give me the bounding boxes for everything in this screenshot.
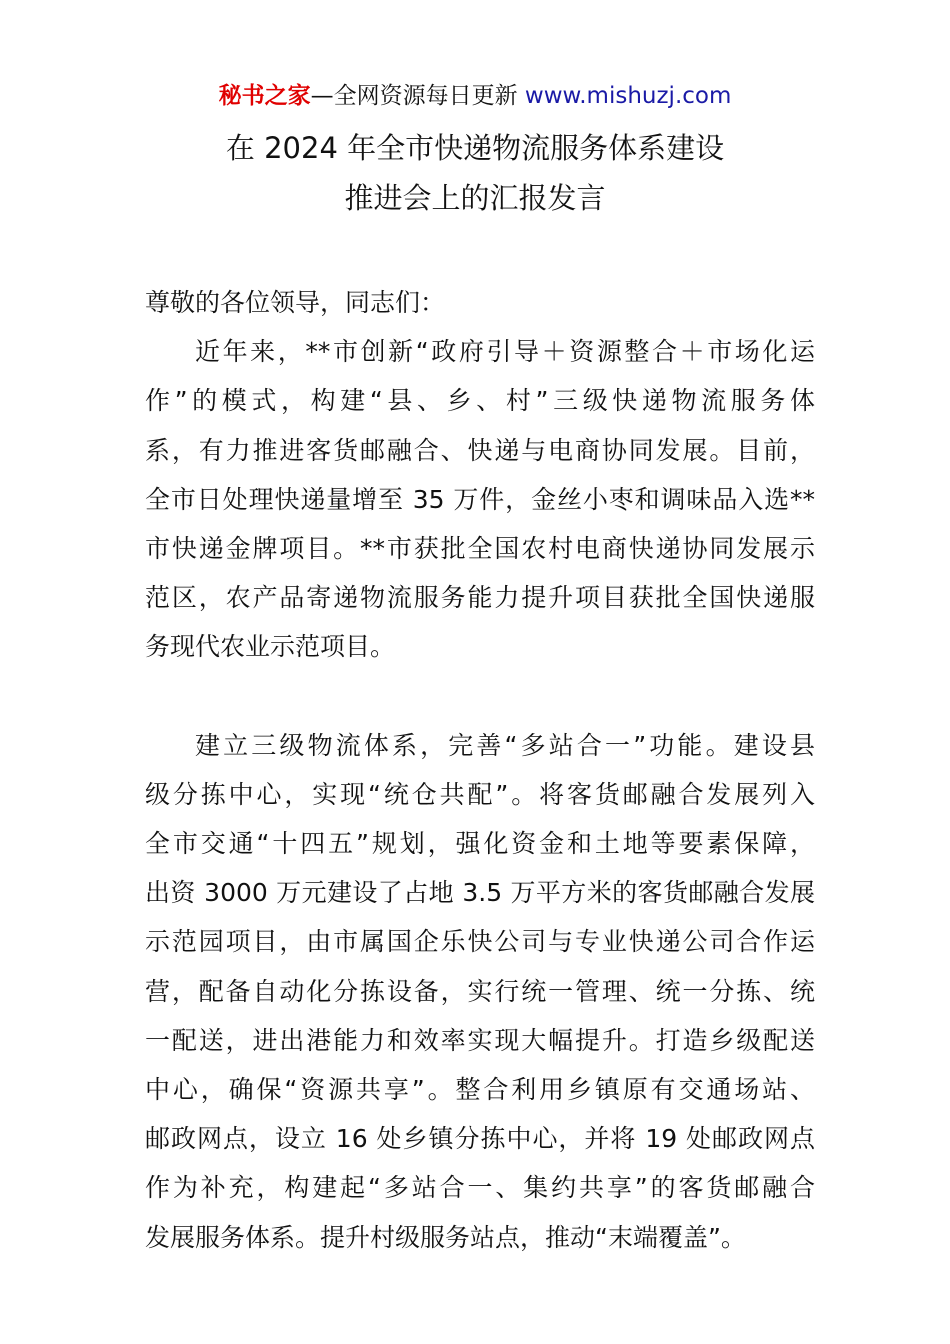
text-line: 发展服务体系。提升村级服务站点，推动“末端覆盖”。	[145, 1222, 746, 1252]
salutation: 尊敬的各位领导，同志们：	[145, 288, 446, 317]
text-line: 一配送，进出港能力和效率实现大幅提升。打造乡级配送	[145, 1025, 815, 1055]
text-line: 营，配备自动化分拣设备，实行统一管理、统一分拣、统	[145, 976, 815, 1006]
text-line: 出资 3000 万元建设了占地 3.5 万平方米的客货邮融合发展	[145, 878, 815, 908]
text-line: 示范园项目，由市属国企乐快公司与专业快递公司合作运	[145, 927, 815, 957]
text-line: 范区，农产品寄递物流服务能力提升项目获批全国快递服	[145, 583, 815, 613]
text-line: 市快递金牌项目。**市获批全国农村电商快递协同发展示	[145, 533, 815, 563]
text-line: 系，有力推进客货邮融合、快递与电商协同发展。目前，	[145, 435, 815, 465]
text-line: 作”的模式，构建“县、乡、村”三级快递物流服务体	[145, 386, 815, 416]
site-url[interactable]: www.mishuzj.com	[524, 83, 732, 109]
site-tagline: —全网资源每日更新	[310, 83, 525, 109]
text-line: 务现代农业示范项目。	[145, 632, 396, 662]
text-line: 全市日处理快递量增至 35 万件，金丝小枣和调味品入选**	[145, 484, 815, 514]
paragraph-2	[145, 721, 815, 1262]
text-line: 中心，确保“资源共享”。整合利用乡镇原有交通场站、	[145, 1075, 815, 1104]
text-line: 全市交通“十四五”规划，强化资金和土地等要素保障，	[145, 829, 815, 859]
site-name: 秘书之家	[218, 83, 311, 109]
text-line: 邮政网点，设立 16 处乡镇分拣中心，并将 19 处邮政网点	[145, 1124, 815, 1154]
paragraph-1	[145, 327, 815, 671]
paragraph-gap	[145, 672, 815, 721]
document-title-line-1: 在 2024 年全市快递物流服务体系建设	[225, 131, 725, 165]
text-line: 建立三级物流体系，完善“多站合一”功能。建设县	[195, 730, 815, 760]
site-header	[0, 80, 950, 112]
text-line: 作为补充，构建起“多站合一、集约共享”的客货邮融合	[145, 1173, 815, 1203]
text-line: 级分拣中心，实现“统仓共配”。将客货邮融合发展列入	[145, 779, 815, 809]
document-title-line-2: 推进会上的汇报发言	[344, 181, 606, 215]
text-line: 近年来，**市创新“政府引导＋资源整合＋市场化运	[195, 337, 815, 367]
document-body	[145, 278, 815, 1262]
